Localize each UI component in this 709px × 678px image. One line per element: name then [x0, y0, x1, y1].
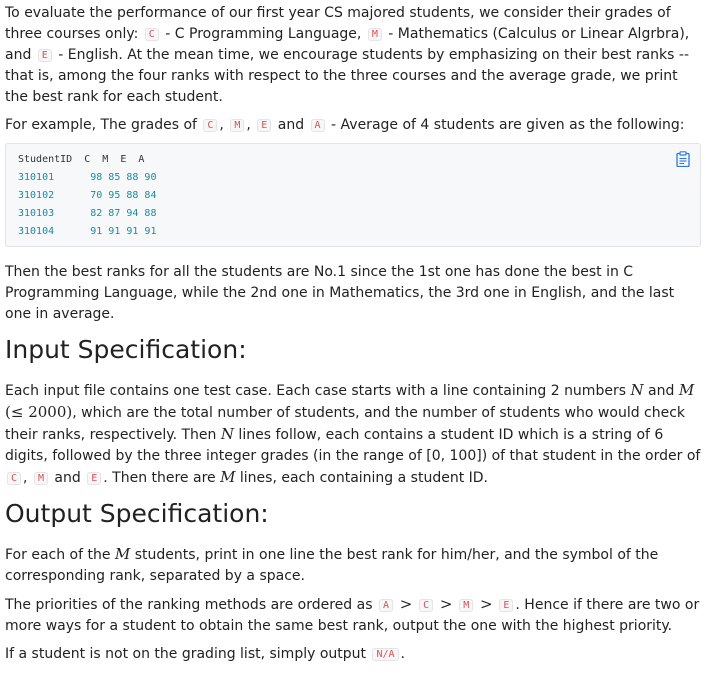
- input-spec-heading: Input Specification:: [5, 335, 247, 364]
- code-header-row: StudentID C M E A: [18, 154, 145, 165]
- text-span: The priorities of the ranking methods are ordered as: [5, 597, 377, 613]
- text-span: and: [49, 470, 86, 486]
- math-gt: >: [394, 595, 418, 613]
- text-span: ,: [246, 117, 256, 133]
- math-m: M: [220, 468, 236, 486]
- text-span: Each input file contains one test case. Each case starts with a line containing 2 numbers: [5, 383, 631, 399]
- code-m: M: [368, 28, 382, 41]
- clipboard-icon-svg: [676, 151, 690, 167]
- math-m: M: [114, 545, 131, 563]
- text-span: students, print in one line the best rank for him/her, and the symbol of the corresponding rank, separated by a space.: [5, 547, 659, 584]
- text-span: and: [273, 117, 309, 133]
- text-span: . Then there are: [103, 470, 221, 486]
- code-a: A: [379, 599, 393, 612]
- code-e: E: [499, 599, 513, 612]
- student-grades: 82 87 94 88: [90, 208, 157, 219]
- code-m: M: [230, 119, 244, 132]
- code-c: C: [7, 472, 21, 485]
- text-span: , which are the total number of students, and the number of students who would check their ranks, respectively. Then: [5, 405, 686, 443]
- text-span: - Mathematics (Calculus or Linear Algrbra), and: [5, 26, 690, 63]
- math-gt: >: [435, 595, 458, 613]
- text-span: lines follow, each contains a student ID which is a string of 6 digits, followed by the three integer grades (in the range of [0, 100]) of that student in the order of: [5, 427, 701, 464]
- code-e: E: [38, 49, 52, 62]
- text-span: and: [643, 383, 679, 399]
- text-span: If a student is not on the grading list, simply output: [5, 646, 371, 662]
- intro-paragraph-1: [5, 3, 701, 108]
- math-gt: >: [475, 595, 498, 613]
- student-id: 310104: [18, 226, 55, 237]
- code-m: M: [34, 472, 48, 485]
- math-limit: (≤ 2000): [5, 403, 73, 421]
- code-a: A: [311, 119, 325, 132]
- student-grades: 98 85 88 90: [90, 172, 157, 183]
- student-id: 310103: [18, 208, 55, 219]
- code-e: E: [257, 119, 271, 132]
- text-span: - C Programming Language,: [160, 26, 366, 42]
- text-span: For example, The grades of: [5, 117, 202, 133]
- text-span: ,: [23, 470, 32, 486]
- code-row: [18, 223, 688, 241]
- code-row: [18, 205, 688, 223]
- code-c: C: [145, 28, 159, 41]
- text-span: To evaluate the performance of our first year CS majored students, we consider their grades of three courses only:: [5, 5, 671, 42]
- code-row: [18, 187, 688, 205]
- output-spec-paragraph-3: [5, 644, 701, 665]
- code-c: C: [419, 599, 433, 612]
- student-id: 310102: [18, 190, 55, 201]
- text-span: .: [400, 646, 405, 662]
- output-spec-paragraph-1: [5, 544, 701, 587]
- sample-code-block[interactable]: [5, 143, 701, 247]
- code-na: N/A: [372, 648, 398, 661]
- student-grades: 91 91 91 91: [90, 226, 157, 237]
- output-spec-heading: Output Specification:: [5, 499, 269, 528]
- text-span: - Average of 4 students are given as the following:: [326, 117, 685, 133]
- math-m: M: [678, 381, 695, 399]
- input-spec-paragraph: [5, 380, 701, 489]
- math-n: N: [220, 425, 234, 443]
- output-spec-paragraph-2: [5, 594, 701, 637]
- student-id: 310101: [18, 172, 55, 183]
- code-e: E: [87, 472, 101, 485]
- clipboard-icon[interactable]: [676, 151, 690, 167]
- text-span: - English. At the mean time, we encourage students by emphasizing on their best ranks -- that is, among the four ranks with respect to the three courses and the average grade, we print the best rank for each student.: [5, 47, 689, 105]
- intro-paragraph-2: [5, 115, 701, 136]
- text-span: . Hence if there are two or more ways for a student to obtain the same best rank, output the one with the highest priority.: [5, 597, 700, 634]
- text-span: ,: [219, 117, 229, 133]
- student-grades: 70 95 88 84: [90, 190, 157, 201]
- after-code-paragraph: Then the best ranks for all the students are No.1 since the 1st one has done the best in C Programming Language, while the 2nd one in Mathematics, the 3rd one in English, and the last one in average.: [5, 264, 675, 322]
- code-c: C: [203, 119, 217, 132]
- text-span: For each of the: [5, 547, 115, 563]
- code-m: M: [459, 599, 473, 612]
- math-n: N: [630, 381, 644, 399]
- code-row: [18, 169, 688, 187]
- text-span: lines, each containing a student ID.: [235, 470, 488, 486]
